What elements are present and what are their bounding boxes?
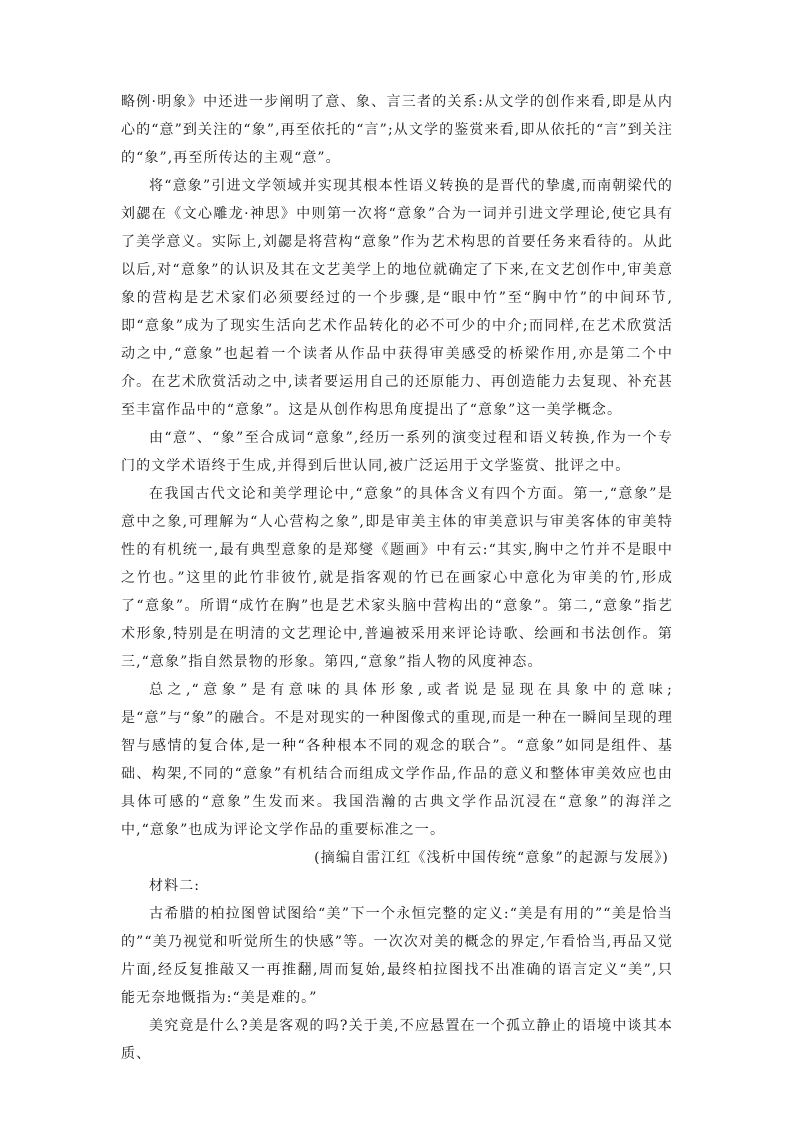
paragraph-liuxie: 将“意象”引进文学领域并实现其根本性语义转换的是晋代的挚虞,而南朝梁代的刘勰在《文心雕龙·神思》中则第一次将“意象”合为一词并引进文学理论,使它具有了美学意义。实际上,刘勰是将营构“意象”作为艺术构思的首要任务来看待的。从此以后,对“意象”的认识及其在文艺美学上的地位就确定了下来,在文艺创作中,审美意象的营构是艺术家们必须要经过的一个步骤,是“眼中竹”至“胸中竹”的中间环节,即“意象”成为了现实生活向艺术作品转化的必不可少的中介;而同样,在艺术欣赏活动之中,“意象”也起着一个读者从作品中获得审美感受的桥梁作用,亦是第二个中介。在艺术欣赏活动之中,读者要运用自己的还原能力、再创造能力去复现、补充甚至丰富作品中的“意象”。这是从创作构思角度提出了“意象”这一美学概念。 — [121, 178, 673, 418]
document-body — [121, 88, 673, 1068]
material-two-heading: 材料二: — [149, 878, 201, 894]
paragraph-plato: 古希腊的柏拉图曾试图给“美”下一个永恒完整的定义:“美是有用的”“美是恰当的”“美乃视觉和听觉所生的快感”等。一次次对美的概念的界定,乍看恰当,再品又觉片面,经反复推敲又一再推翻,周而复始,最终柏拉图找不出准确的语言定义“美”,只能无奈地慨指为:“美是难的。” — [121, 906, 673, 1006]
paragraph-four-meanings: 在我国古代文论和美学理论中,“意象”的具体含义有四个方面。第一,“意象”是意中之象,可理解为“人心营构之象”,即是审美主体的审美意识与审美客体的审美特性的有机统一,最有典型意象的是郑燮《题画》中有云:“其实,胸中之竹并不是眼中之竹也。”这里的此竹非彼竹,就是指客观的竹已在画家心中意化为审美的竹,形成了“意象”。所谓“成竹在胸”也是艺术家头脑中营构出的“意象”。第二,“意象”指艺术形象,特别是在明清的文艺理论中,普遍被采用来评论诗歌、绘画和书法创作。第三,“意象”指自然景物的形象。第四,“意象”指人物的风度神态。 — [121, 486, 673, 670]
paragraph-summary: 总之,“意象”是有意味的具体形象,或者说是显现在具象中的意味;是“意”与“象”的融合。不是对现实的一种图像式的重现,而是一种在一瞬间呈现的理智与感情的复合体,是一种“各种根本不同的观念的联合”。“意象”如同是组件、基础、构架,不同的“意象”有机结合而组成文学作品,作品的意义和整体审美效应也由具体可感的“意象”生发而来。我国浩瀚的古典文学作品沉浸在“意象”的海洋之中,“意象”也成为评论文学作品的重要标准之一。 — [121, 682, 673, 838]
paragraph-continuation: 略例·明象》中还进一步阐明了意、象、言三者的关系:从文学的创作来看,即是从内心的“意”到关注的“象”,再至依托的“言”;从文学的鉴赏来看,即从依托的“言”到关注的“象”,再至所传达的主观“意”。 — [121, 94, 673, 166]
paragraph-term-formation: 由“意”、“象”至合成词“意象”,经历一系列的演变过程和语义转换,作为一个专门的文学术语终于生成,并得到后世认同,被广泛运用于文学鉴赏、批评之中。 — [121, 430, 673, 474]
paragraph-beauty-question: 美究竟是什么?美是客观的吗?关于美,不应悬置在一个孤立静止的语境中谈其本质、 — [121, 1018, 673, 1062]
source-citation: (摘编自雷江红《浅析中国传统“意象”的起源与发展》) — [314, 850, 669, 866]
